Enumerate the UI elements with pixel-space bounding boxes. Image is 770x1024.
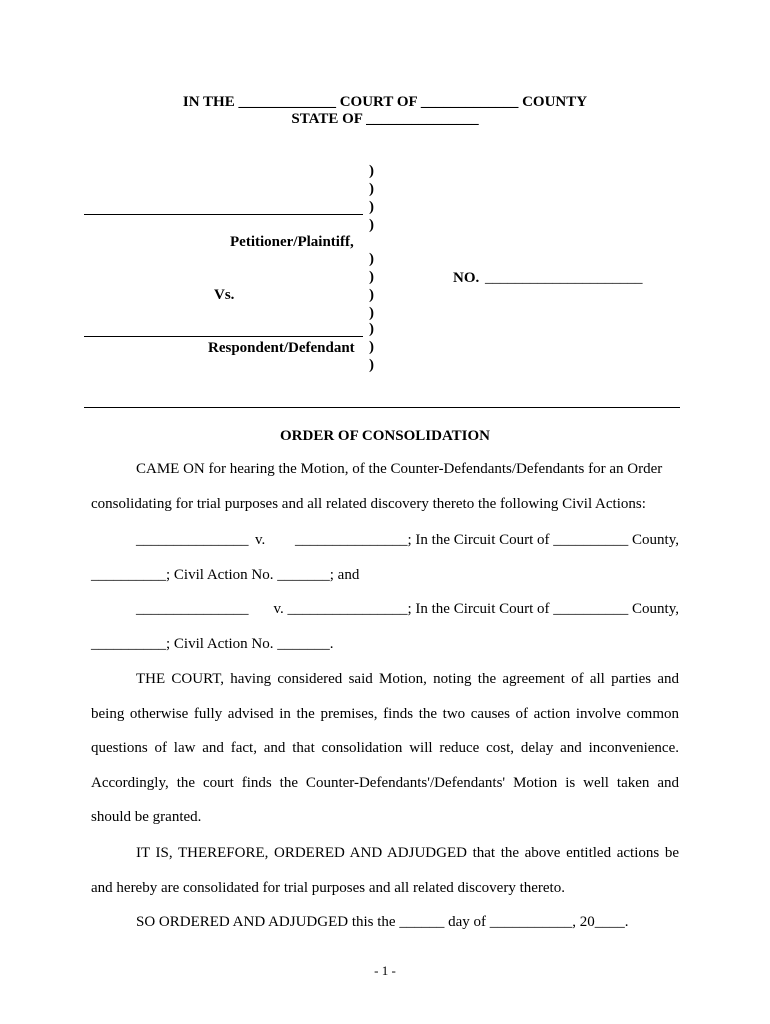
respondent-label: Respondent/Defendant: [208, 340, 355, 356]
state-heading: STATE OF _______________: [291, 111, 479, 127]
action1-civil-action-no: __________; Civil Action No. _______; and: [91, 567, 360, 583]
caption-paren: ): [369, 269, 374, 285]
court-heading: IN THE _____________ COURT OF _____________ COUNTY: [182, 94, 588, 110]
caption-paren: ): [369, 163, 374, 179]
paragraph-ordered: [91, 836, 679, 905]
case-number-label: NO.: [453, 270, 480, 286]
caption-paren: ): [369, 217, 374, 233]
action1-plaintiff-blank: _______________: [136, 532, 249, 548]
respondent-name-line: [84, 336, 363, 337]
paragraph-ordered-text: IT IS, THEREFORE, ORDERED AND ADJUDGED that the above entitled actions be and hereby are consolidated for trial purposes and all related discovery thereto.: [91, 845, 679, 896]
caption-paren: ): [369, 199, 374, 215]
caption-paren: ): [369, 321, 374, 337]
paragraph-court-findings-text: THE COURT, having considered said Motion, noting the agreement of all parties and being otherwise fully advised in the premises, finds the two causes of action involve common questions of law and fact, and that consolidation will reduce cost, delay and inconvenience. Accordingly, the court finds the Counter-Defendants'/Defendants' Motion is well taken and should be granted.: [91, 671, 679, 825]
action1-court-county: _______________; In the Circuit Court of __________ County,: [294, 532, 679, 548]
caption-paren: ): [369, 339, 374, 355]
caption-paren: ): [369, 305, 374, 321]
caption-paren: ): [369, 357, 374, 373]
caption-paren: ): [369, 251, 374, 267]
order-title: ORDER OF CONSOLIDATION: [279, 428, 491, 444]
action2-court-county: v. ________________; In the Circuit Court of __________ County,: [273, 601, 679, 617]
signature-date-line: SO ORDERED AND ADJUDGED this the ______ day of ___________, 20____.: [136, 914, 629, 930]
caption-paren: ): [369, 287, 374, 303]
petitioner-label: Petitioner/Plaintiff,: [230, 234, 354, 250]
caption-divider: [84, 407, 680, 408]
caption-paren: ): [369, 181, 374, 197]
action2-plaintiff-blank: _______________: [136, 601, 249, 617]
petitioner-name-line: [84, 214, 363, 215]
case-number-blank: _____________________: [485, 270, 643, 286]
paragraph-motion-line1: CAME ON for hearing the Motion, of the Counter-Defendants/Defendants for an Order: [136, 461, 663, 477]
paragraph-motion-line2: consolidating for trial purposes and all related discovery thereto the following Civil Actions:: [91, 496, 646, 512]
page-number: - 1 -: [374, 963, 396, 978]
action2-civil-action-no: __________; Civil Action No. _______.: [91, 636, 334, 652]
vs-label: Vs.: [214, 287, 235, 303]
action1-versus: v.: [255, 532, 266, 548]
paragraph-court-findings: [91, 662, 679, 835]
